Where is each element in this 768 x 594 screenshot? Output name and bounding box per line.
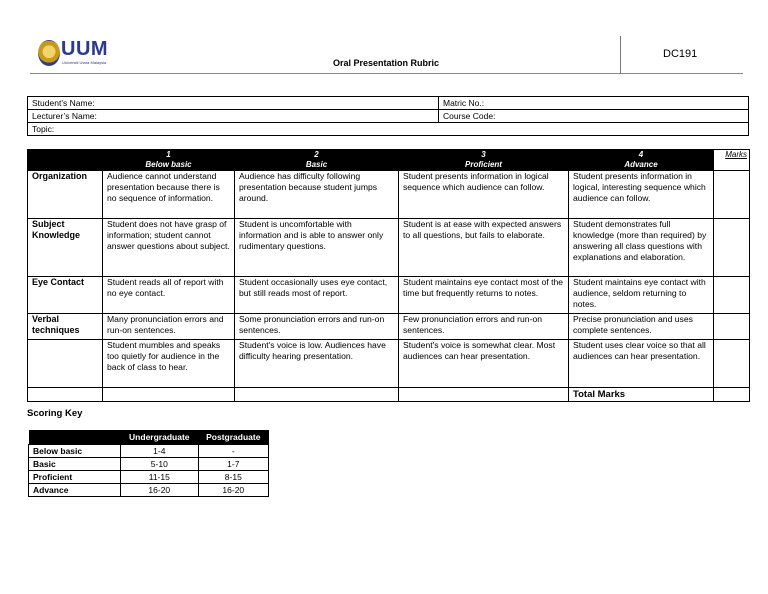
criterion-header xyxy=(28,150,103,171)
key-row xyxy=(29,458,269,471)
criterion-label xyxy=(28,340,103,388)
rubric-cell: Student presents information in logical sequence which audience can follow. xyxy=(399,171,569,219)
rubric-cell: Many pronunciation errors and run-on sentences. xyxy=(103,314,235,340)
rubric-table xyxy=(27,149,750,402)
key-undergraduate-range: 11-15 xyxy=(121,471,199,484)
university-seal-icon xyxy=(38,40,60,66)
rubric-cell: Student occasionally uses eye contact, but still reads most of report. xyxy=(235,277,399,314)
key-undergraduate-range: 16-20 xyxy=(121,484,199,497)
header-divider-horizontal xyxy=(30,73,743,74)
level-header: 2 Basic xyxy=(235,150,399,171)
key-postgraduate-range: - xyxy=(198,445,268,458)
key-undergraduate-range: 5-10 xyxy=(121,458,199,471)
criterion-label: Subject Knowledge xyxy=(28,219,103,277)
rubric-cell: Few pronunciation errors and run-on sentences. xyxy=(399,314,569,340)
marks-cell[interactable] xyxy=(714,314,750,340)
rubric-row xyxy=(28,171,750,219)
total-row xyxy=(28,388,750,402)
course-code-field[interactable]: Course Code: xyxy=(439,110,749,123)
marks-cell[interactable] xyxy=(714,340,750,388)
empty-cell xyxy=(235,388,399,402)
document-title: Oral Presentation Rubric xyxy=(333,58,440,68)
marks-cell[interactable] xyxy=(714,171,750,219)
key-level: Advance xyxy=(29,484,121,497)
rubric-row xyxy=(28,314,750,340)
level-header: 4 Advance xyxy=(569,150,714,171)
empty-cell xyxy=(103,388,235,402)
level-header: 1 Below basic xyxy=(103,150,235,171)
key-header-blank xyxy=(29,430,121,445)
logo-subtext: Universiti Utara Malaysia xyxy=(62,60,107,65)
rubric-cell: Student is at ease with expected answers to all questions, but fails to elaborate. xyxy=(399,219,569,277)
rubric-cell: Student is uncomfortable with information and is able to answer only rudimentary questions. xyxy=(235,219,399,277)
scoring-key-title: Scoring Key xyxy=(27,408,83,419)
rubric-cell: Audience cannot understand presentation because there is no sequence of information. xyxy=(103,171,235,219)
criterion-label: Organization xyxy=(28,171,103,219)
student-info-table xyxy=(27,96,749,136)
logo-text: UUM xyxy=(61,38,109,60)
key-postgraduate-range: 16-20 xyxy=(198,484,268,497)
key-postgraduate-range: 1-7 xyxy=(198,458,268,471)
criterion-label: Verbal techniques xyxy=(28,314,103,340)
rubric-cell: Student maintains eye contact with audience, seldom returning to notes. xyxy=(569,277,714,314)
rubric-cell: Student demonstrates full knowledge (more than required) by answering all class questions with explanations and elaboration. xyxy=(569,219,714,277)
rubric-row xyxy=(28,340,750,388)
key-level: Below basic xyxy=(29,445,121,458)
key-postgraduate-range: 8-15 xyxy=(198,471,268,484)
rubric-cell: Student maintains eye contact most of the time but frequently returns to notes. xyxy=(399,277,569,314)
rubric-cell: Student mumbles and speaks too quietly for audience in the back of class to hear. xyxy=(103,340,235,388)
header-divider-vertical xyxy=(620,36,621,74)
marks-header: Marks xyxy=(714,150,750,171)
empty-cell xyxy=(399,388,569,402)
marks-cell[interactable] xyxy=(714,277,750,314)
lecturer-name-field[interactable]: Lecturer’s Name: xyxy=(28,110,439,123)
rubric-cell: Precise pronunciation and uses complete sentences. xyxy=(569,314,714,340)
document-code: DC191 xyxy=(663,48,698,60)
rubric-cell: Student uses clear voice so that all audiences can hear presentation. xyxy=(569,340,714,388)
total-marks-cell[interactable] xyxy=(714,388,750,402)
rubric-cell: Student does not have grasp of information; student cannot answer questions about subject. xyxy=(103,219,235,277)
matric-no-field[interactable]: Matric No.: xyxy=(439,97,749,110)
scoring-key-table xyxy=(28,430,269,497)
rubric-row xyxy=(28,277,750,314)
rubric-cell: Student presents information in logical, interesting sequence which audience can follow. xyxy=(569,171,714,219)
key-undergraduate-range: 1-4 xyxy=(121,445,199,458)
key-row xyxy=(29,445,269,458)
key-level: Proficient xyxy=(29,471,121,484)
student-name-field[interactable]: Student’s Name: xyxy=(28,97,439,110)
key-header-undergraduate: Undergraduate xyxy=(121,430,199,445)
rubric-cell: Student's voice is somewhat clear. Most audiences can hear presentation. xyxy=(399,340,569,388)
key-row xyxy=(29,484,269,497)
criterion-label: Eye Contact xyxy=(28,277,103,314)
university-logo xyxy=(38,38,118,70)
key-level: Basic xyxy=(29,458,121,471)
rubric-cell: Some pronunciation errors and run-on sentences. xyxy=(235,314,399,340)
rubric-cell: Audience has difficulty following presentation because student jumps around. xyxy=(235,171,399,219)
key-row xyxy=(29,471,269,484)
marks-cell[interactable] xyxy=(714,219,750,277)
rubric-cell: Student's voice is low. Audiences have difficulty hearing presentation. xyxy=(235,340,399,388)
total-marks-label: Total Marks xyxy=(569,388,714,402)
rubric-cell: Student reads all of report with no eye contact. xyxy=(103,277,235,314)
empty-cell xyxy=(28,388,103,402)
level-header: 3 Proficient xyxy=(399,150,569,171)
topic-field[interactable]: Topic: xyxy=(28,123,749,136)
rubric-row xyxy=(28,219,750,277)
key-header-postgraduate: Postgraduate xyxy=(198,430,268,445)
